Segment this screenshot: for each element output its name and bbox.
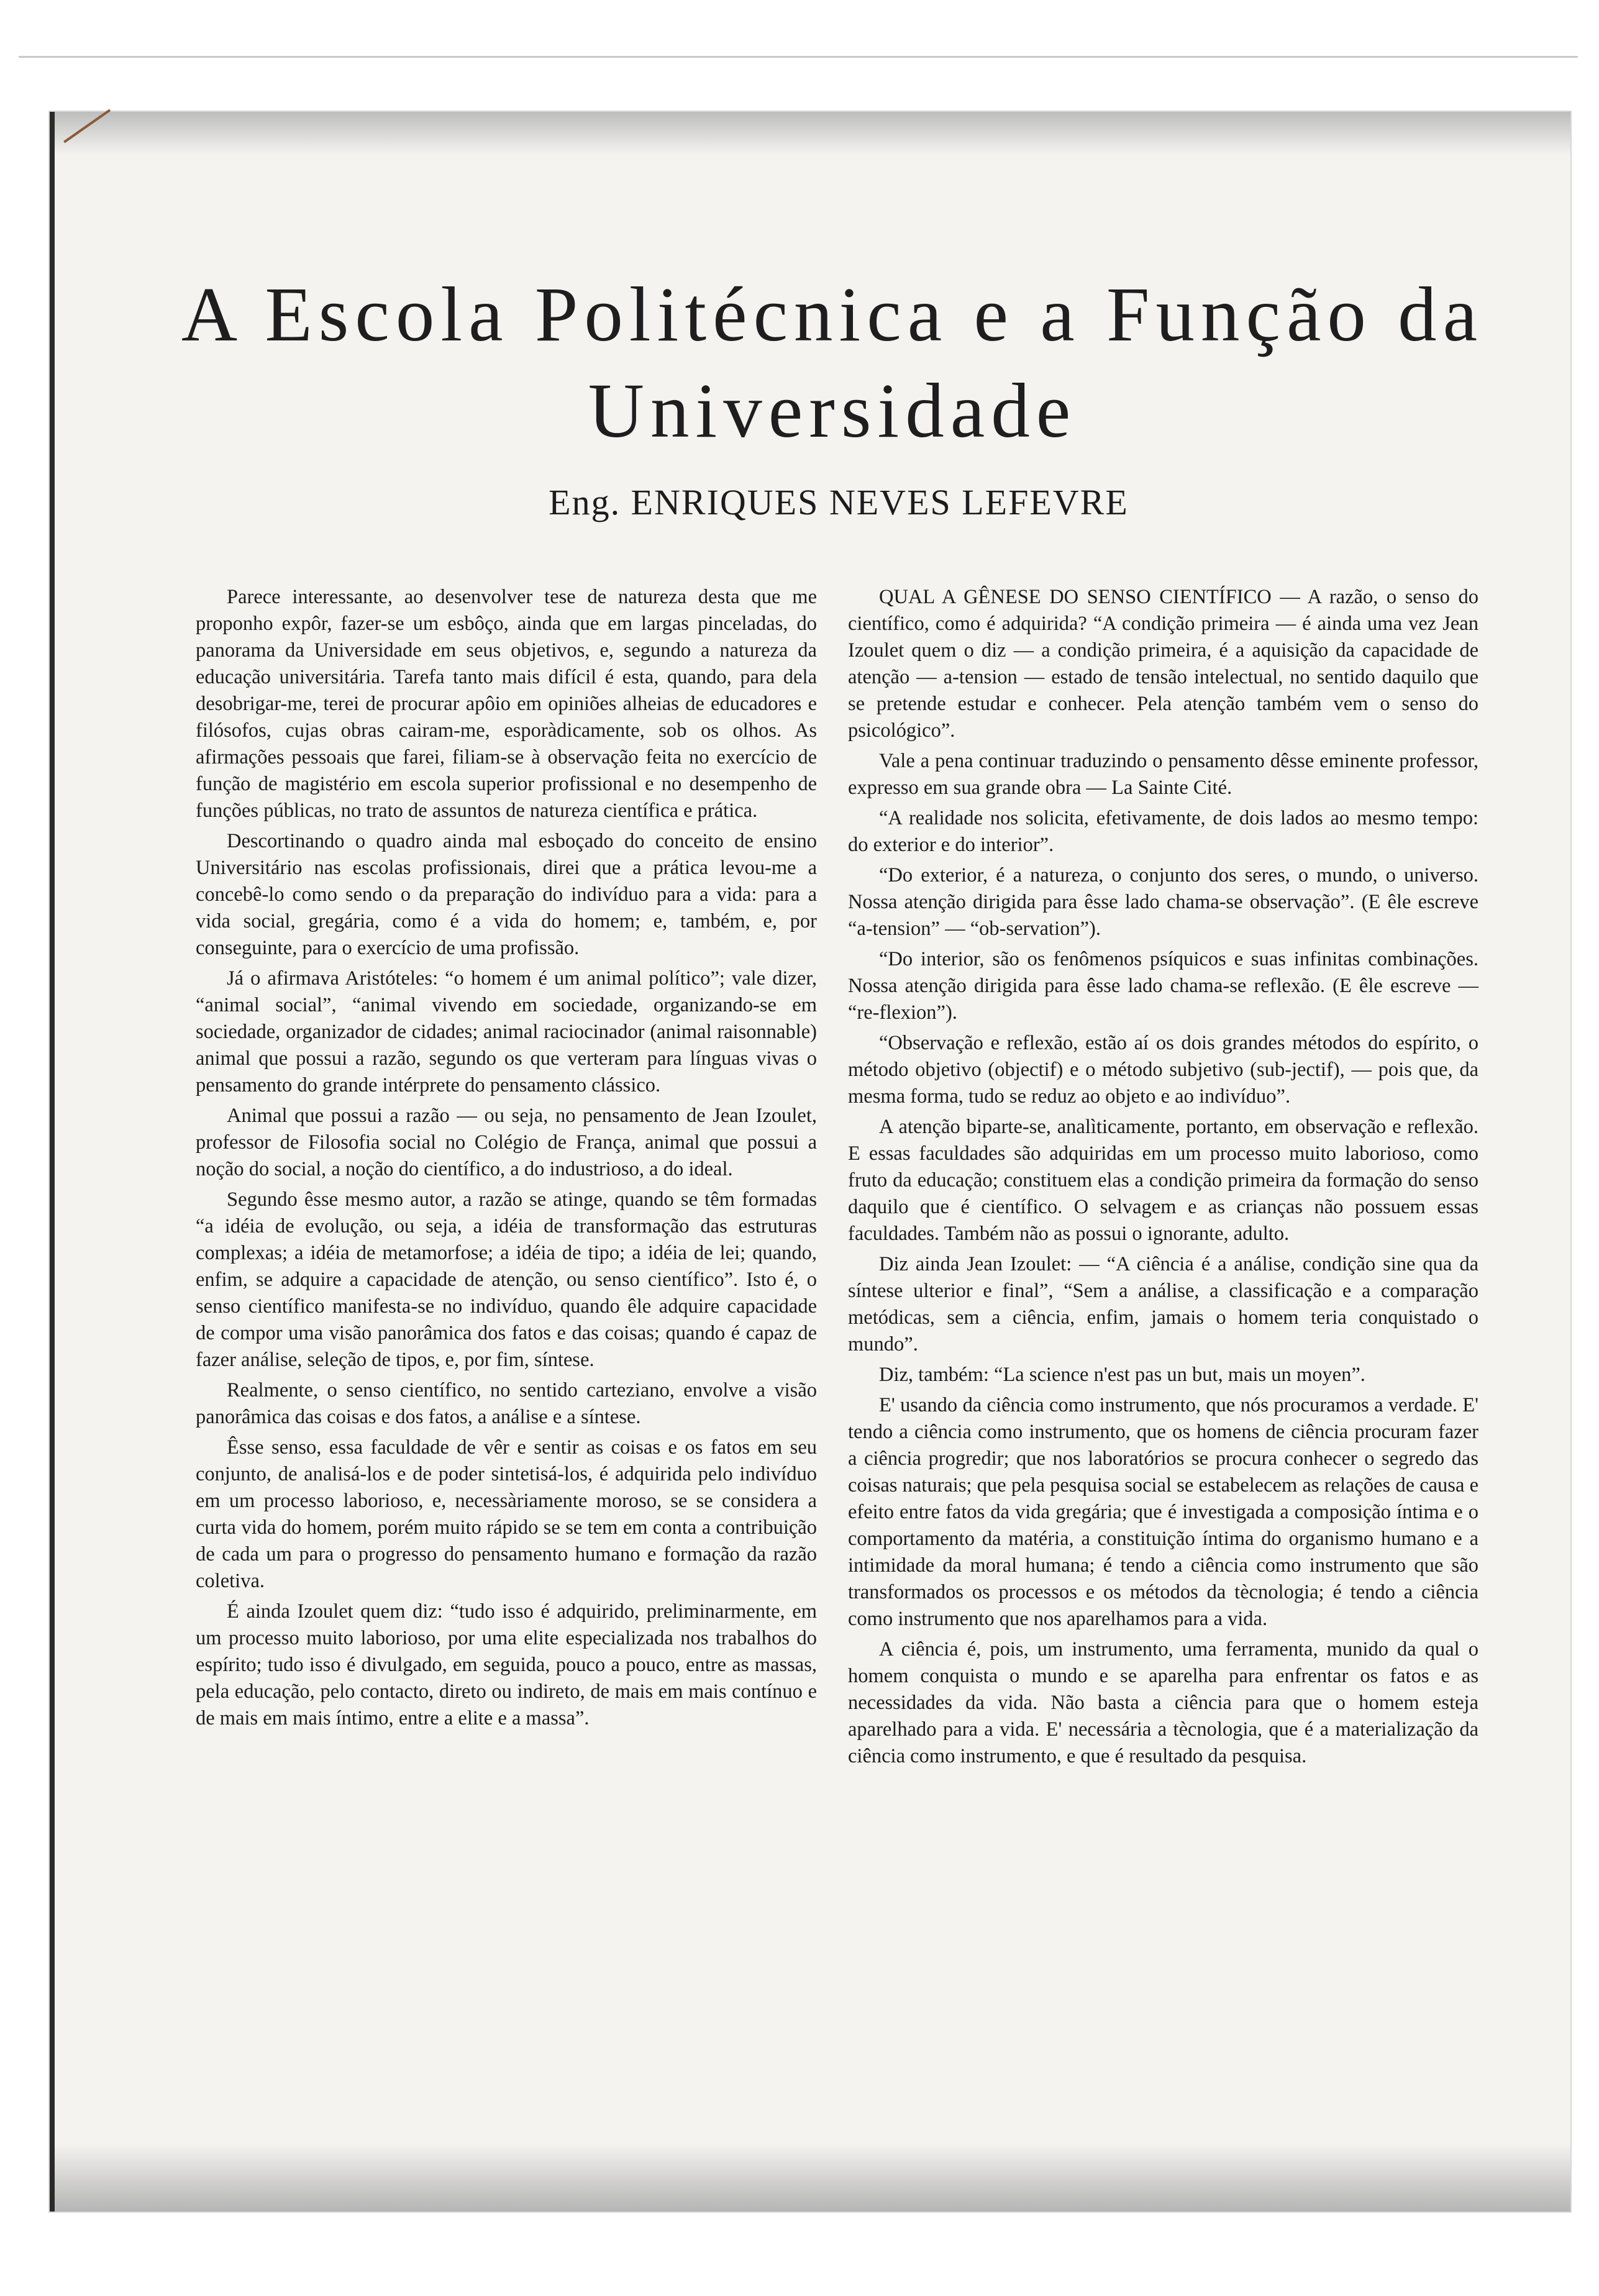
article-title: A Escola Politécnica e a Função da Universidade bbox=[181, 272, 1484, 454]
article-author: Eng. ENRIQUES NEVES LEFEVRE bbox=[549, 482, 1129, 522]
paragraph: Realmente, o senso científico, no sentido carteziano, envolve a visão panorâmica das coisas e dos fatos, a análise e a síntese. bbox=[196, 1379, 817, 1428]
paragraph: Diz, também: “La science n'est pas un but, mais un moyen”. bbox=[879, 1364, 1365, 1386]
paragraph: É ainda Izoulet quem diz: “tudo isso é adquirido, preliminarmente, em um processo muito laborioso, por uma elite especializada nos trabalhos do espírito; tudo isso é divulgado, em seguida, pouco a pouco, entre as massas, pela educação, pelo contacto, direto ou indireto, de mais em mais contínuo e de mais em mais íntimo, entre a elite e a massa”. bbox=[196, 1600, 817, 1729]
paragraph: E' usando da ciência como instrumento, que nós procuramos a verdade. E' tendo a ciência como instrumento, que os homens de ciência procuram fazer a ciência progredir; que nos laboratórios se procura conhecer o segredo das coisas naturais; que pela pesquisa social se estabelecem as relações de causa e efeito entre fatos da vida gregária; que é investigada a composição íntima e o comportamento da matéria, a constituição íntima do organismo humano e a intimidade da moral humana; é tendo a ciência como instrumento que são transformados os processos e os métodos da tècnologia; é tendo a ciência como instrumento que nos aparelhamos para a vida. bbox=[848, 1394, 1478, 1630]
paragraph: Parece interessante, ao desenvolver tese de natureza desta que me proponho expôr, fazer-se um esbôço, ainda que em largas pinceladas, do panorama da Universidade em seus objetivos, e, segundo a natureza da educação universitária. Tarefa tanto mais difícil é esta, quando, para dela desobrigar-me, terei de procurar apôio em opiniões alheias de educadores e filósofos, cujas obras cairam-me, esporàdicamente, sob os olhos. As afirmações pessoais que farei, filiam-se à observação feita no exercício de função de magistério em escola superior profissional e no desempenho de funções públicas, no trato de assuntos de natureza científica e prática. bbox=[196, 586, 817, 822]
paragraph: Já o afirmava Aristóteles: “o homem é um animal político”; vale dizer, “animal social”, “animal vivendo em sociedade, organizando-se em sociedade, organizador de cidades; animal raciocinador (animal raisonnable) animal que possui a razão, segundo os que verteram para línguas vivas o pensamento do grande intérprete do pensamento clássico. bbox=[196, 967, 817, 1096]
section-heading-paragraph: QUAL A GÊNESE DO SENSO CIENTÍFICO — A razão, o senso do científico, como é adquirida? “A condição primeira — é ainda uma vez Jean Izoulet quem o diz — a condição primeira, é a aquisição da capacidade de atenção — a-tension — estado de tensão intelectual, no sentido daquilo que se pretende estudar e conhecer. Pela atenção também vem o senso do psicológico”. bbox=[848, 586, 1478, 742]
paragraph: A atenção biparte-se, analìticamente, portanto, em observação e reflexão. E essas faculdades são adquiridas em um processo muito laborioso, como fruto da educação; constituem elas a condição primeira da formação do senso daquilo que é científico. O selvagem e as crianças não possuem essas faculdades. Também não as possui o ignorante, adulto. bbox=[848, 1116, 1478, 1245]
paragraph: “A realidade nos solicita, efetivamente, de dois lados ao mesmo tempo: do exterior e do interior”. bbox=[848, 807, 1478, 856]
paragraph: “Do interior, são os fenômenos psíquicos e suas infinitas combinações. Nossa atenção dirigida para êsse lado chama-se reflexão. (E êle escreve — “re-flexion”). bbox=[848, 948, 1478, 1024]
scan-shadow-bottom bbox=[55, 2143, 1570, 2212]
paragraph: Descortinando o quadro ainda mal esboçado do conceito de ensino Universitário nas escolas profissionais, direi que a prática levou-me a concebê-lo como sendo o da preparação do indivíduo para a vida: para a vida social, gregária, como é a vida do homem; e, também, e, por conseguinte, para o exercício de uma profissão. bbox=[196, 830, 817, 959]
paragraph: Êsse senso, essa faculdade de vêr e sentir as coisas e os fatos em seu conjunto, de analisá-los e de poder sintetisá-los, é adquirida pelo indivíduo em um processo laborioso, e, necessàriamente moroso, se se considera a curta vida do homem, porém muito rápido se se tem em conta a contribuição de cada um para o progresso do pensamento humano e formação da razão coletiva. bbox=[196, 1436, 817, 1592]
left-column bbox=[196, 584, 817, 1736]
paragraph: A ciência é, pois, um instrumento, uma ferramenta, munido da qual o homem conquista o mundo e se aparelha para enfrentar os fatos e as necessidades da vida. Não basta a ciência para que o homem esteja aparelhado para a vida. E' necessária a tècnologia, que é a materialização da ciência como instrumento, e que é resultado da pesquisa. bbox=[848, 1638, 1478, 1767]
paragraph: Diz ainda Jean Izoulet: — “A ciência é a análise, condição sine qua da síntese ulterior e final”, “Sem a análise, a classificação e a comparação metódicas, sem a ciência, enfim, jamais o homem teria conquistado o mundo”. bbox=[848, 1253, 1478, 1355]
scan-shadow-top bbox=[55, 112, 1570, 155]
paragraph: Vale a pena continuar traduzindo o pensamento dêsse eminente professor, expresso em sua grande obra — La Sainte Cité. bbox=[848, 750, 1478, 799]
paragraph: “Do exterior, é a natureza, o conjunto dos seres, o mundo, o universo. Nossa atenção dirigida para êsse lado chama-se observação”. (E êle escreve “a-tension” — “ob-servation”). bbox=[848, 864, 1478, 940]
scan-edge bbox=[19, 56, 1578, 83]
paragraph: Segundo êsse mesmo autor, a razão se atinge, quando se têm formadas “a idéia de evolução, ou seja, a idéia de transformação das estruturas complexas; a idéia de metamorfose; a idéia de tipo; a idéia de lei; quando, enfim, se adquire a capacidade de atenção, ou senso científico”. Isto é, o senso científico manifesta-se no indivíduo, quando êle adquire capacidade de compor uma visão panorâmica dos fatos e das coisas; quando é capaz de fazer análise, seleção de tipos, e, por fim, síntese. bbox=[196, 1188, 817, 1371]
paragraph: Animal que possui a razão — ou seja, no pensamento de Jean Izoulet, professor de Filosofia social no Colégio de França, animal que possui a noção do social, a noção do científico, a do industrioso, a do ideal. bbox=[196, 1105, 817, 1180]
paragraph: “Observação e reflexão, estão aí os dois grandes métodos do espírito, o método objetivo (objectif) e o método subjetivo (sub-jectif), — pois que, da mesma forma, tudo se reduz ao objeto e ao indivíduo”. bbox=[848, 1032, 1478, 1108]
right-column bbox=[848, 584, 1478, 1774]
